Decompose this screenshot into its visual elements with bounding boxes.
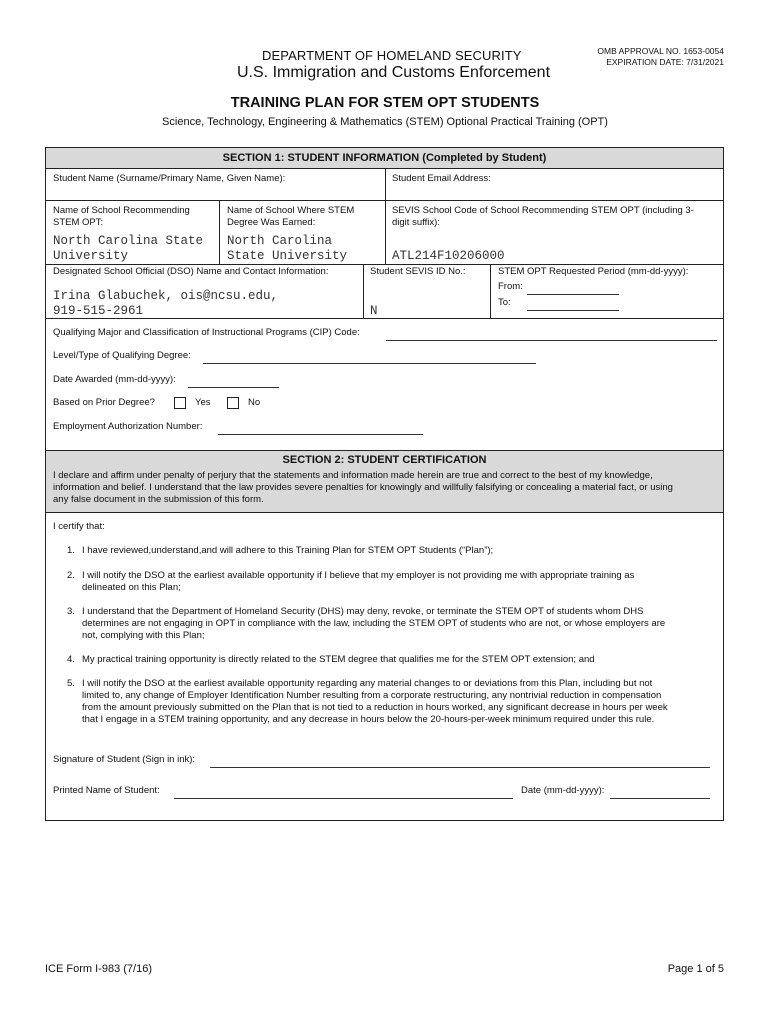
item-number: 1. <box>67 545 75 556</box>
date-label: Date (mm-dd-yyyy): <box>521 785 605 796</box>
expiration-date: EXPIRATION DATE: 7/31/2021 <box>606 57 724 67</box>
item-number: 5. <box>67 678 75 689</box>
item-line: I have reviewed,understand,and will adhere to this Training Plan for STEM OPT Students (“Plan”); <box>82 545 494 556</box>
omb-approval: OMB APPROVAL NO. 1653-0054 <box>597 46 724 56</box>
label-line: SEVIS School Code of School Recommending STEM OPT (including 3- <box>392 205 694 216</box>
item-line: not, complying with this Plan; <box>82 630 205 641</box>
field-line: 919-515-2961 <box>53 304 144 318</box>
item-line: I will notify the DSO at the earliest available opportunity regarding any material changes to or deviations from this Plan, including but not <box>82 678 653 689</box>
declaration-line: I declare and affirm under penalty of perjury that the statements and information made herein are true and correct to the best of my knowledge, <box>53 470 653 481</box>
agency-name: U.S. Immigration and Customs Enforcement <box>237 64 551 81</box>
date-field[interactable] <box>610 798 710 799</box>
certification-item <box>82 654 595 666</box>
label-line: Name of School Where STEM <box>227 205 355 216</box>
degree-label: Level/Type of Qualifying Degree: <box>53 350 191 361</box>
school-recommending-label <box>53 205 190 229</box>
certification-item <box>82 570 634 594</box>
item-number: 4. <box>67 654 75 665</box>
label-line: digit suffix): <box>392 217 440 228</box>
label-line: Degree Was Earned: <box>227 217 316 228</box>
section2-heading: SECTION 2: STUDENT CERTIFICATION <box>282 454 487 466</box>
divider <box>219 200 220 264</box>
certify-intro: I certify that: <box>53 521 105 532</box>
label-line: Name of School Recommending <box>53 205 190 216</box>
section1-heading: SECTION 1: STUDENT INFORMATION (Completed by Student) <box>46 148 723 168</box>
yes-label: Yes <box>195 397 211 408</box>
item-line: delineated on this Plan; <box>82 582 181 593</box>
to-date-field[interactable] <box>527 310 619 311</box>
school-earned-field[interactable] <box>227 234 347 264</box>
date-awarded-field[interactable] <box>188 387 279 388</box>
declaration-line: any false document in the submission of this form. <box>53 494 264 505</box>
item-line: limited to, any change of Employer Identification Number resulting from a corporate restructuring, any nontrivial reduction in compensation <box>82 690 662 701</box>
item-line: I will notify the DSO at the earliest available opportunity if I believe that my employer is not providing me with appropriate training as <box>82 570 635 581</box>
from-label: From: <box>498 281 523 292</box>
degree-field[interactable] <box>203 363 536 364</box>
omb-info <box>597 46 724 68</box>
signature-label: Signature of Student (Sign in ink): <box>53 754 196 765</box>
dso-label: Designated School Official (DSO) Name and Contact Information: <box>53 266 329 277</box>
divider <box>385 200 386 264</box>
page-number: Page 1 of 5 <box>667 963 724 975</box>
ead-label: Employment Authorization Number: <box>53 421 203 432</box>
prior-degree-yes-checkbox[interactable] <box>174 397 186 409</box>
printed-name-field[interactable] <box>174 798 513 799</box>
sevis-code-field[interactable]: ATL214F10206000 <box>392 249 505 263</box>
field-line: Irina Glabuchek, ois@ncsu.edu, <box>53 289 279 303</box>
certification-item <box>82 606 665 642</box>
signature-field[interactable] <box>210 767 710 768</box>
divider <box>363 264 364 318</box>
label-line: STEM OPT: <box>53 217 104 228</box>
period-label: STEM OPT Requested Period (mm-dd-yyyy): <box>498 266 689 277</box>
declaration-text <box>53 470 673 506</box>
declaration-line: information and belief. I understand that the law provides severe penalties for knowingly and willfully falsifying or concealing a material fact, or using <box>53 482 673 493</box>
sevis-code-label <box>392 205 694 229</box>
printed-name-label: Printed Name of Student: <box>53 785 160 796</box>
divider <box>490 264 491 318</box>
student-email-label: Student Email Address: <box>392 173 491 184</box>
department-name: DEPARTMENT OF HOMELAND SECURITY <box>262 48 522 63</box>
school-earned-label <box>227 205 354 229</box>
item-line: I understand that the Department of Homeland Security (DHS) may deny, revoke, or terminate the STEM OPT of students whom DHS <box>82 606 644 617</box>
certification-item <box>82 678 668 726</box>
item-line: My practical training opportunity is directly related to the STEM degree that qualifies me for the STEM OPT extension; and <box>82 654 595 665</box>
item-number: 2. <box>67 570 75 581</box>
divider <box>46 318 723 319</box>
date-awarded-label: Date Awarded (mm-dd-yyyy): <box>53 374 176 385</box>
to-label: To: <box>498 297 511 308</box>
sevis-id-label: Student SEVIS ID No.: <box>370 266 466 277</box>
ead-field[interactable] <box>218 434 423 435</box>
field-line: State University <box>227 249 348 263</box>
prior-degree-no-checkbox[interactable] <box>227 397 239 409</box>
from-date-field[interactable] <box>527 294 619 295</box>
item-line: that I engage in a STEM training opportunity, and any decrease in hours below the 20-hours-per-week minimum required under this rule. <box>82 714 655 725</box>
item-line: from the amount previously submitted on the Plan that is not tied to a reduction in hours worked, any significant decrease in hours per week <box>82 702 668 713</box>
form-id: ICE Form I-983 (7/16) <box>45 963 152 975</box>
prior-degree-label: Based on Prior Degree? <box>53 397 155 408</box>
item-line: determines are not engaging in OPT in compliance with the law, including the STEM OPT of students who are not, or whose employers are <box>82 618 666 629</box>
field-line: University <box>53 249 129 263</box>
student-name-label: Student Name (Surname/Primary Name, Given Name): <box>53 173 286 184</box>
cip-label: Qualifying Major and Classification of Instructional Programs (CIP) Code: <box>53 327 360 338</box>
sevis-id-field[interactable]: N <box>370 304 378 318</box>
item-number: 3. <box>67 606 75 617</box>
field-line: North Carolina <box>227 234 333 248</box>
field-line: North Carolina State <box>53 234 204 248</box>
form-title: TRAINING PLAN FOR STEM OPT STUDENTS <box>230 95 540 111</box>
certification-item <box>82 545 493 557</box>
form-subtitle: Science, Technology, Engineering & Mathematics (STEM) Optional Practical Training (OPT) <box>162 116 608 128</box>
cip-field[interactable] <box>386 340 717 341</box>
dso-field[interactable] <box>53 289 278 319</box>
school-recommending-field[interactable] <box>53 234 203 264</box>
divider <box>385 168 386 201</box>
divider <box>46 264 723 265</box>
divider <box>46 512 723 513</box>
no-label: No <box>248 397 261 408</box>
